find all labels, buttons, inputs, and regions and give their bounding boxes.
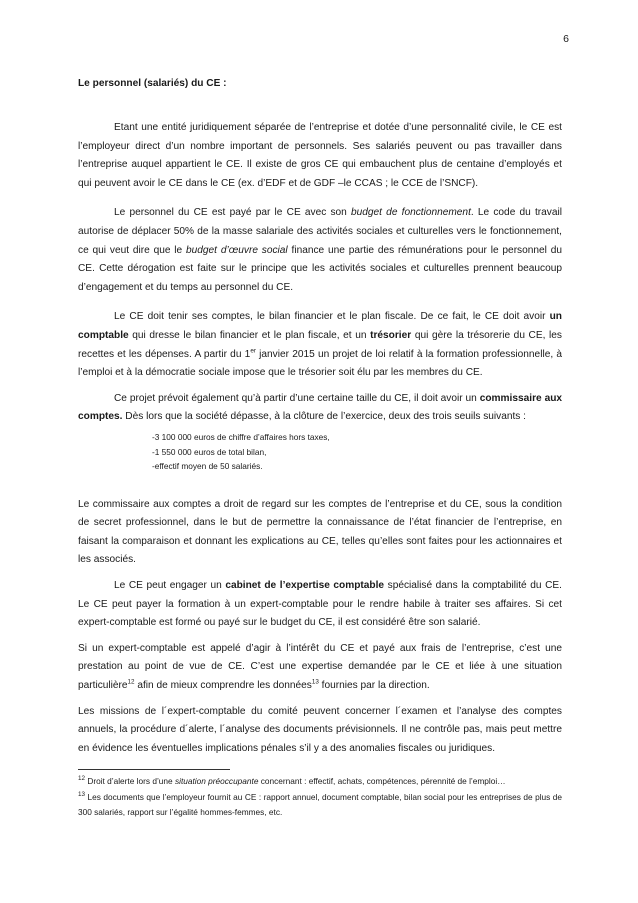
paragraph-auditor: Ce projet prévoit également qu’à partir d’une certaine taille du CE, il doit avoir un commissaire aux comptes. Dès lors que la société dépasse, à la clôture de l’exercice, deux des trois seuils suivants : bbox=[78, 392, 563, 423]
paragraph-expert-service: Si un expert-comptable est appelé d’agir à l’intérêt du CE et payé aux frais de l’entreprise, c’est une prestation au point de vue de CE. C’est une expertise demandée par le CE et liée à une situation particulière$^{12}$ afin de mieux comprendre les données$^{13}$ fournies par la direction. bbox=[78, 642, 562, 692]
threshold-item: -3 100 000 euros de chiffre d’affaires hors taxes, bbox=[152, 431, 330, 442]
page-number: 6 bbox=[563, 33, 569, 45]
paragraph-auditor-rights: Le commissaire aux comptes a droit de regard sur les comptes de l’entreprise et du CE, sous la condition de secret professionnel, dans le but de permettre la connaissance de l’état financier de l’entreprise, en faisant la comparaison et donnant les explications au CE, telles qu’elles sont faites pour les actionnaires et les associés. bbox=[78, 498, 562, 566]
paragraph-expert-firm: Le CE peut engager un cabinet de l’expertise comptable spécialisé dans la comptabilité du CE. Le CE peut payer la formation à un expert-comptable pour le rendre habile à traiter ses affaires. Si cet expert-comptable est formé ou payé sur le budget du CE, il est considéré être son salarié. bbox=[78, 580, 562, 629]
bold-expert-firm: cabinet de l’expertise comptable bbox=[225, 580, 385, 592]
superscript-er: er bbox=[250, 347, 256, 355]
footnotes bbox=[78, 774, 562, 821]
emphasis-social-budget: budget d’œuvre social bbox=[186, 244, 288, 256]
threshold-item: -1 550 000 euros de total bilan, bbox=[152, 446, 267, 457]
footnote-separator bbox=[78, 769, 230, 770]
paragraph-accounting: Le CE doit tenir ses comptes, le bilan financier et le plan fiscale. De ce fait, le CE doit avoir un comptable qui dresse le bilan financier et le plan fiscale, et un trésorier qui gère la trésorerie du CE, les recettes et les dépenses. A partir du 1er janvier 2015 un projet de loi relatif à la formation professionnelle, à l’emploi et à la démocratie sociale impose que le trésorier soit élu par les membres du CE. bbox=[78, 311, 562, 379]
page-body bbox=[78, 77, 562, 758]
paragraph-payroll: Le personnel du CE est payé par le CE avec son budget de fonctionnement. Le code du travail autorise de déplacer 50% de la masse salariale des activités sociales et culturelles vers le fonctionnement, ce qui veut dire que le budget d’œuvre social finance une partie des rémunérations pour le personnel du CE. Cette dérogation est faite sur le principe que les activités sociales et culturelles prennent beaucoup d’engagement et du temps au personnel du CE. bbox=[78, 207, 562, 293]
paragraph-expert-missions: Les missions de l´expert-comptable du comité peuvent concerner l´examen et l’analyse des comptes annuels, la procédure d´alerte, l´analyse des documents prévisionnels. Il ne contrôle pas, mais peut mettre en évidence les éventuelles implications pénales s’il y a des anomalies fiscales ou juridiques. bbox=[78, 705, 562, 754]
threshold-item: -effectif moyen de 50 salariés. bbox=[152, 461, 263, 472]
footnote-12: $^{12}$ Droit d’alerte lors d’une situation préoccupante concernant : effectif, achats, compétences, pérennité de l’emploi… bbox=[78, 775, 506, 786]
footnote-13: $^{13}$ Les documents que l’employeur fournit au CE : rapport annuel, document comptable, bilan social pour les entreprises de plus de 300 salariés, rapport sur l’égalité hommes-femmes, etc. bbox=[78, 790, 562, 818]
paragraph-employer: Etant une entité juridiquement séparée de l’entreprise et dotée d’une personnalité civile, le CE est l’employeur direct d’un nombre important de personnels. Ses salariés peuvent ou pas travailler dans l’entreprise auquel appartient le CE. Il existe de gros CE qui embauchent plus de centaine d’employés et qui peuvent avoir le CE dans le CE (ex. d’EDF et de GDF –le CCAS ; le CCE de l’SNCF). bbox=[78, 122, 562, 189]
footnote-ref-12: 12 bbox=[127, 678, 135, 686]
bold-accountant: un comptable bbox=[78, 311, 562, 341]
section-heading: Le personnel (salariés) du CE : bbox=[78, 78, 227, 89]
emphasis-operating-budget: budget de fonctionnement bbox=[351, 207, 471, 219]
footnote-ref-13: 13 bbox=[311, 678, 319, 686]
bold-auditor: commissaire aux comptes. bbox=[78, 392, 563, 423]
threshold-list bbox=[78, 430, 562, 474]
bold-treasurer: trésorier bbox=[370, 329, 412, 341]
